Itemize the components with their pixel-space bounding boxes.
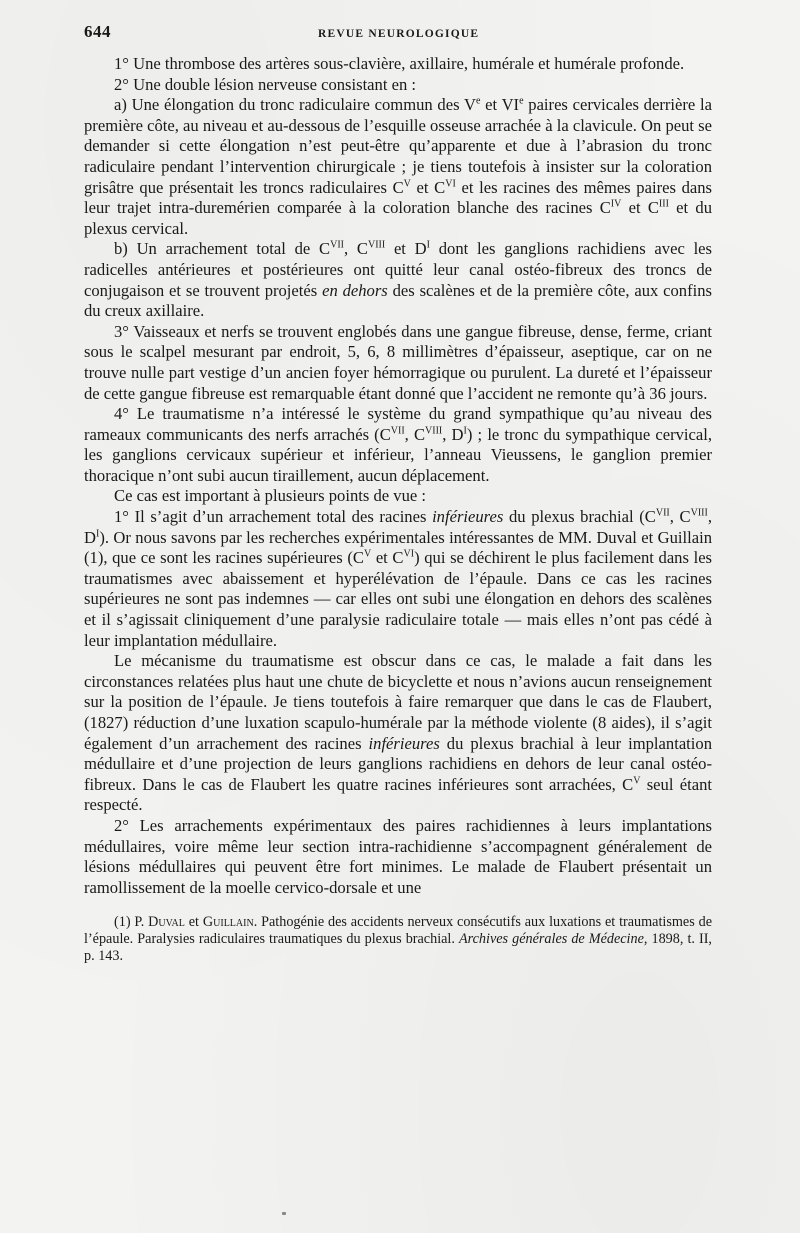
- paragraph-4: b) Un arrachement total de $C^{VII}$, $C^{VIII}$ et $D^I$ dont les ganglions rachidiens avec les radicelles antérieures et postérieures ont quitté leur canal ostéo-fibreux des troncs de conjugaison et se trouvent projetés en dehors des scalènes et de la première côte, aux confins du creux axillaire.: [84, 239, 712, 321]
- journal-title: REVUE NEUROLOGIQUE: [318, 28, 480, 40]
- paragraph-2: 2° Une double lésion nerveuse consistant en :: [114, 74, 417, 94]
- paragraph-7: Ce cas est important à plusieurs points de vue :: [114, 486, 426, 506]
- scan-speck: [282, 1212, 286, 1215]
- paragraph-6: 4° Le traumatisme n’a intéressé le système du grand sympathique qu’au niveau des rameaux communicants des nerfs arrachés ($C^{VII}$, $C^{VIII}$, $D^I$) ; le tronc du sympathique cervical, les ganglions cervicaux supérieur et inférieur, l’anneau Vieussens, le ganglion premier thoracique n’ont subi aucun tiraillement, aucun déplacement.: [84, 404, 713, 485]
- paragraph-5: 3° Vaisseaux et nerfs se trouvent englobés dans une gangue fibreuse, dense, ferme, criant sous le scalpel mesurant par endroit, 5, 6, 8 millimètres d’épaisseur, aseptique, car on ne trouve nulle part vestige d’un ancien foyer hémorragique ou purulent. La dureté et l’épaisseur de cette gangue fibreuse est remarquable étant donné que l’accident ne remonte qu’à 36 jours.: [84, 321, 712, 403]
- footnotes: [84, 914, 712, 964]
- paragraph-9: Le mécanisme du traumatisme est obscur dans ce cas, le malade a fait dans les circonstances relatées plus haut une chute de bicyclette et nous n’avions aucun renseignement sur la position de l’épaule. Je tiens toutefois à faire remarquer que dans le cas de Flaubert, (1827) réduction d’une luxation scapulo-humérale par la méthode violente (8 aides), il s’agit également d’un arrachement des racines inférieures du plexus brachial à leur implantation médullaire et d’une projection de leurs ganglions rachidiens en dehors de leur canal ostéo-fibreux. Dans le cas de Flaubert les quatre racines inférieures sont arrachées, $C^V$ seul étant respecté.: [84, 651, 712, 815]
- paragraph-1: 1° Une thrombose des artères sous-clavière, axillaire, humérale et humérale profonde.: [114, 54, 685, 73]
- page-number: 644: [84, 22, 111, 41]
- footnote-1: (1) P. Duval et Guillain. Pathogénie des accidents nerveux consécutifs aux luxations et traumatismes de l’épaule. Paralysies radiculaires traumatiques du plexus brachial. Archives générales de Médecine, 1898, t. II, p. 143.: [84, 914, 713, 964]
- paragraph-8: 1° Il s’agit d’un arrachement total des racines inférieures du plexus brachial ($C^{VII}$, $C^{VIII}$, $D^I$). Or nous savons par les recherches expérimentales intéressantes de MM. Duval et Guillain (1), que ce sont les racines supérieures ($C^V$ et $C^{VI}$) qui se déchirent le plus facilement dans les traumatismes avec abaissement et hyperélévation de l’épaule. Dans ce cas les racines supérieures ne sont pas indemnes — car elles ont subi une élongation en dehors des scalènes et il s’agissait cliniquement d’une paralysie radiculaire totale — mais elles n’ont pas cédé à leur implantation médullaire.: [84, 507, 713, 650]
- running-head: [84, 22, 712, 48]
- paragraph-3: a) Une élongation du tronc radiculaire commun des Ve et VIe paires cervicales derrière la première côte, au niveau et au-dessous de l’esquille osseuse arrachée à la clavicule. On peut se demander si cette élongation n’est peut-être qu’apparente et due à l’abrasion du tronc radiculaire pendant l’intervention chirurgicale ; je tiens toutefois à insister sur la coloration grisâtre que présentait les troncs radiculaires $C^V$ et $C^{VI}$ et les racines des mêmes paires dans leur trajet intra-duremérien comparée à la coloration blanche des racines $C^{IV}$ et $C^{III}$ et du plexus cervical.: [84, 95, 713, 238]
- paragraph-10: 2° Les arrachements expérimentaux des paires rachidiennes à leurs implantations médullaires, voire même leur section intra-rachidienne s’accompagnent généralement de lésions médullaires qui peuvent être fort minimes. Le malade de Flaubert présentait un ramollissement de la moelle cervico-dorsale et une: [84, 815, 712, 897]
- body-text: [84, 54, 712, 898]
